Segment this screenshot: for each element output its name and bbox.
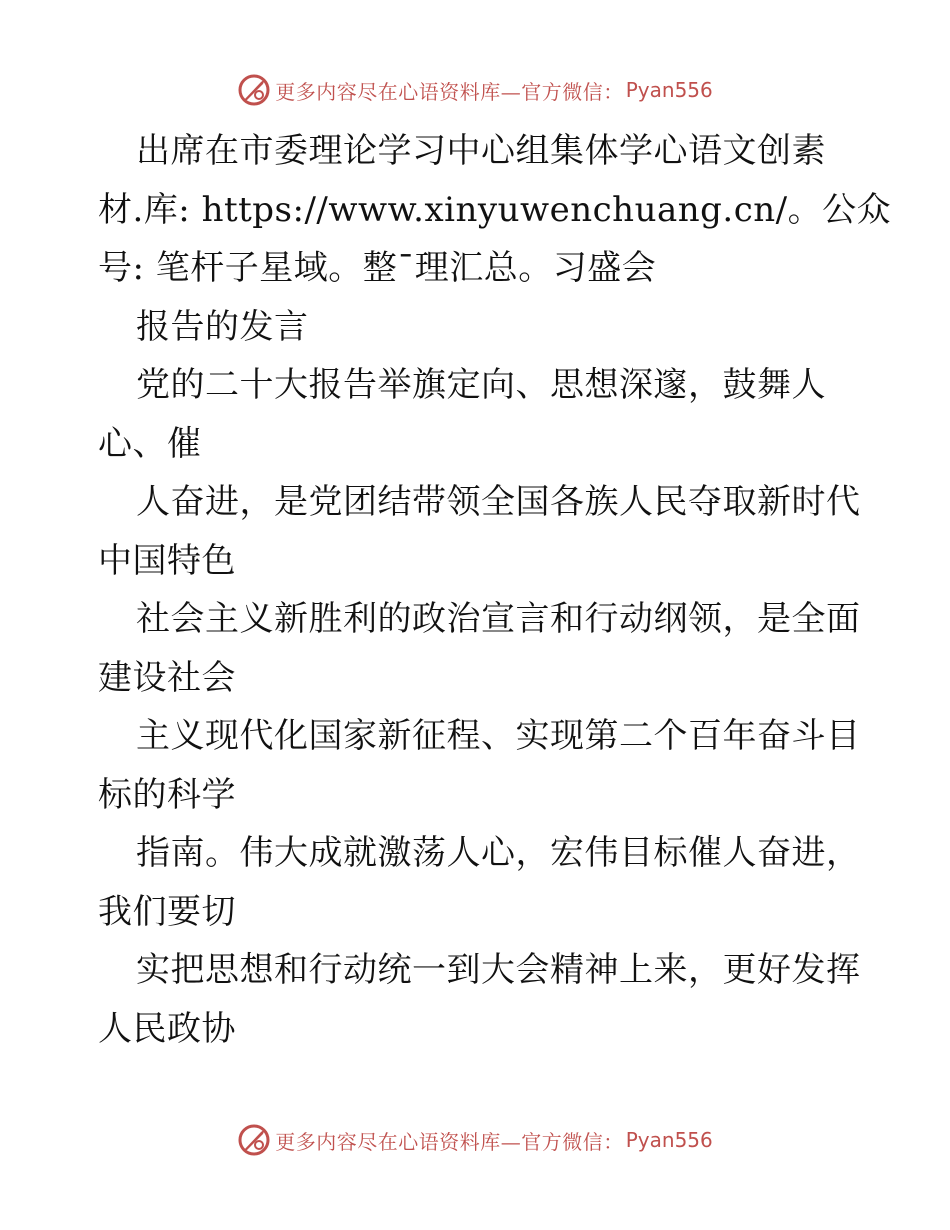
text-line: 实把思想和行动统一到大会精神上来，更好发挥: [136, 950, 861, 990]
document-body: [98, 122, 892, 1058]
text-line: 党的二十大报告举旗定向、思想深邃，鼓舞人: [136, 365, 826, 405]
text-line: 指南。伟大成就激荡人心，宏伟目标催人奋进，: [136, 833, 861, 873]
text-line: 号: 笔杆子星域。整¯理汇总。习盛会: [98, 248, 657, 288]
quill-pen-logo-icon: [237, 73, 271, 107]
text-line: 心、催: [98, 423, 202, 464]
text-line: 中国特色: [98, 540, 236, 581]
footer-ad-text: 更多内容尽在心语资料库—官方微信：: [275, 1129, 624, 1154]
text-line: 建设社会: [98, 657, 236, 698]
text-line: 社会主义新胜利的政治宣言和行动纲领，是全面: [136, 599, 861, 639]
header-wechat-id: Pyan556: [625, 78, 713, 102]
text-line: 主义现代化国家新征程、实现第二个百年奋斗目: [136, 716, 861, 756]
text-line: 人奋进，是党团结带领全国各族人民夺取新时代: [136, 482, 861, 522]
text-line: 我们要切: [98, 891, 236, 932]
text-line: 出席在市委理论学习中心组集体学心语文创素: [136, 131, 826, 171]
quill-pen-logo-icon: [237, 1123, 271, 1157]
header-ad-text: 更多内容尽在心语资料库—官方微信：: [275, 79, 624, 104]
text-line: 报告的发言: [136, 306, 309, 347]
footer-banner: [0, 1120, 950, 1160]
text-line: 材.库: https://www.xinyuwenchuang.cn/。公众: [98, 189, 892, 230]
text-line: 标的科学: [98, 774, 236, 815]
footer-wechat-id: Pyan556: [625, 1128, 713, 1152]
text-line: 人民政协: [98, 1008, 236, 1049]
header-banner: [0, 70, 950, 110]
